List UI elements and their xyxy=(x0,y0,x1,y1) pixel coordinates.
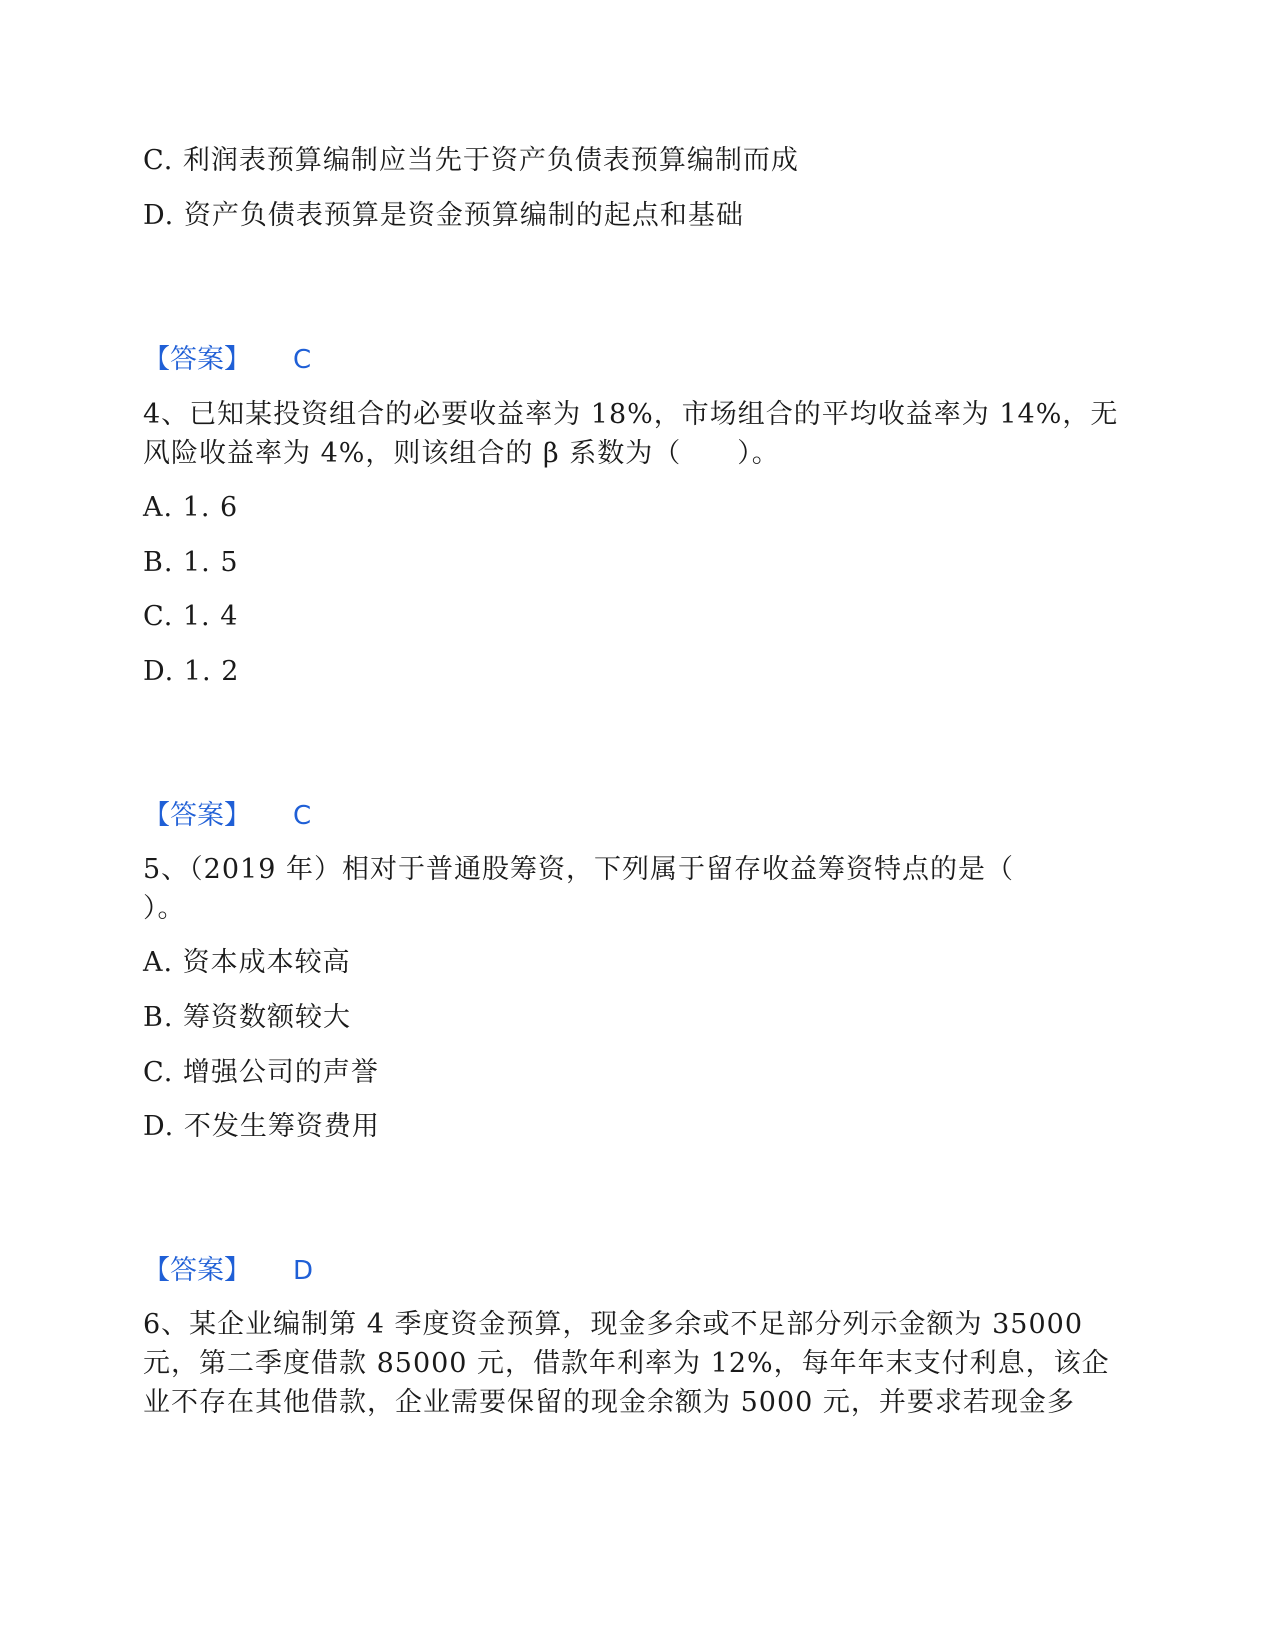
q3-option-d: D. 资产负债表预算是资金预算编制的起点和基础 xyxy=(143,200,744,231)
q3-answer xyxy=(143,342,311,378)
answer-value: C xyxy=(293,345,312,375)
q6-stem-line-3: 业不存在其他借款，企业需要保留的现金余额为 5000 元，并要求若现金多 xyxy=(143,1387,1075,1418)
q4-stem-line-1: 4、已知某投资组合的必要收益率为 18%，市场组合的平均收益率为 14%，无 xyxy=(143,399,1119,430)
q4-option-d: D. 1. 2 xyxy=(143,656,240,687)
q6-stem-line-2: 元，第二季度借款 85000 元，借款年利率为 12%，每年年末支付利息，该企 xyxy=(143,1348,1110,1379)
q5-option-b: B. 筹资数额较大 xyxy=(143,1002,352,1033)
q4-option-a: A. 1. 6 xyxy=(143,492,239,523)
q4-stem-line-2: 风险收益率为 4%，则该组合的 β 系数为（ ）。 xyxy=(143,438,780,469)
q5-option-a: A. 资本成本较高 xyxy=(143,947,351,978)
q4-answer xyxy=(143,798,311,834)
answer-value: C xyxy=(293,801,312,831)
q5-stem-line-1: 5、（2019 年）相对于普通股筹资，下列属于留存收益筹资特点的是（ xyxy=(143,854,1014,885)
q5-answer xyxy=(143,1253,313,1289)
q5-option-c: C. 增强公司的声誉 xyxy=(143,1057,379,1088)
q6-stem-line-1: 6、某企业编制第 4 季度资金预算，现金多余或不足部分列示金额为 35000 xyxy=(143,1309,1083,1340)
answer-label: 【答案】 xyxy=(143,344,251,375)
q4-option-b: B. 1. 5 xyxy=(143,547,239,578)
q3-option-c: C. 利润表预算编制应当先于资产负债表预算编制而成 xyxy=(143,145,799,176)
q4-option-c: C. 1. 4 xyxy=(143,601,239,632)
answer-label: 【答案】 xyxy=(143,1255,251,1286)
q5-option-d: D. 不发生筹资费用 xyxy=(143,1111,380,1142)
answer-value: D xyxy=(293,1256,314,1286)
answer-label: 【答案】 xyxy=(143,800,251,831)
q5-stem-line-2: ）。 xyxy=(143,893,186,924)
